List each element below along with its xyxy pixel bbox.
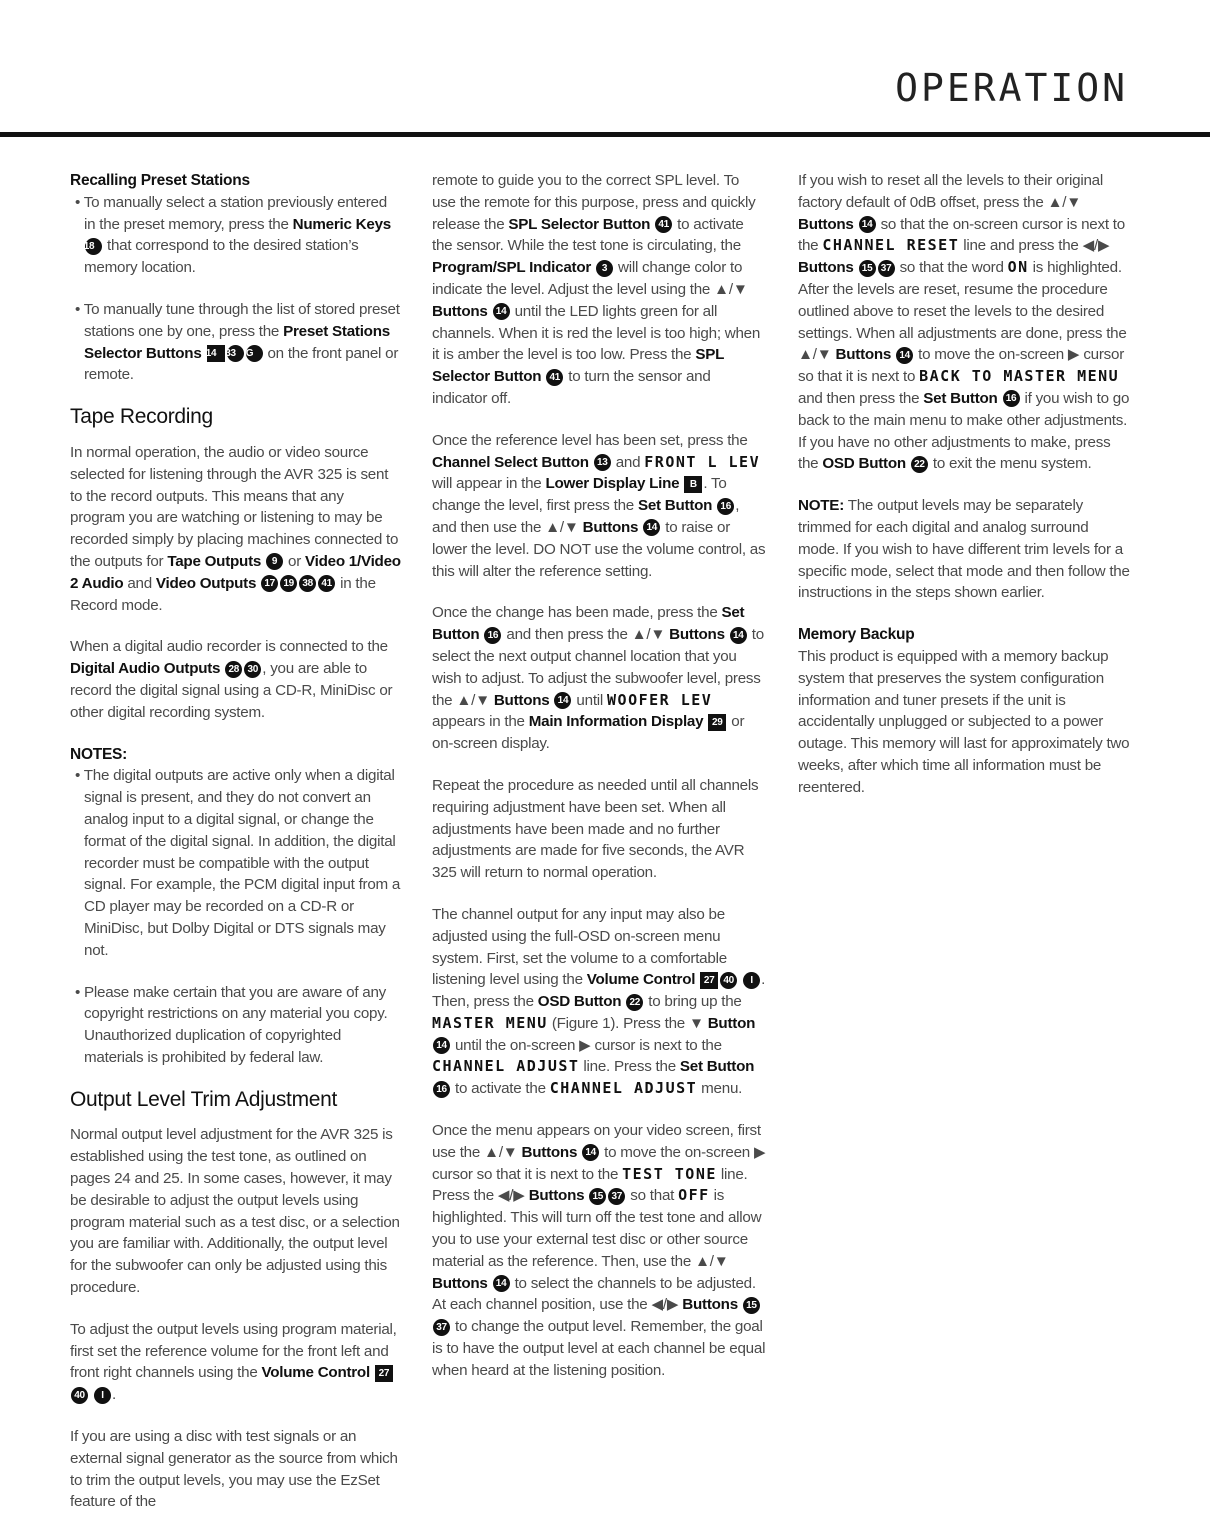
callout-number-icon: 40 xyxy=(71,1387,88,1404)
callout-number-icon: B xyxy=(684,476,702,493)
paragraph: To adjust the output levels using program material, first set the reference volume for the front left and front right channels using the Volume Control 2740 I . xyxy=(70,1320,397,1404)
callout-number-icon: 17 xyxy=(261,575,278,592)
callout-number-icon: 16 xyxy=(484,627,501,644)
callout-number-icon: 14 xyxy=(643,519,660,536)
callout-number-icon: 15 xyxy=(743,1297,760,1314)
subsection-heading: Memory Backup xyxy=(798,626,915,644)
paragraph: Repeat the procedure as needed until all channels requiring adjustment have been set. When all adjustments have been made and no further adjustments are made for five seconds, the AVR 325 will return to normal operation. xyxy=(432,776,759,882)
paragraph: • To manually select a station previously entered in the preset memory, press the Numeric Keys 18 that correspond to the desired station’s memory location. xyxy=(75,193,391,277)
callout-number-icon: 14 xyxy=(859,216,876,233)
paragraph: • The digital outputs are active only when a digital signal is present, and they do not convert an analog input to a digital signal, or change the format of the digital signal. In addition, the digital recorder must be compatible with the output signal. For example, the PCM digital input from a CD player may be recorded on a CD-R or MiniDisc, but Dolby Digital or DTS signals may not. xyxy=(75,767,401,959)
callout-number-icon: 14 xyxy=(730,627,747,644)
callout-number-icon: 14 xyxy=(582,1144,599,1161)
section-heading: Output Level Trim Adjustment xyxy=(70,1087,338,1111)
callout-number-icon: I xyxy=(743,972,760,989)
callout-number-icon: G xyxy=(246,345,263,362)
paragraph: • To manually tune through the list of stored preset stations one by one, press the Preset Stations Selector Buttons 14 33 G on the front panel or remote. xyxy=(75,300,400,384)
paragraph: In normal operation, the audio or video source selected for listening through the AVR 325 is sent to the record outputs. This means that any program you are watching or listening to may be recorded simply by placing machines connected to the outputs for Tape Outputs 9 or Video 1/Video 2 Audio and Video Outputs 17 19 38 41 in the Record mode. xyxy=(70,443,401,614)
callout-number-icon: 38 xyxy=(299,575,316,592)
subsection-heading: NOTES: xyxy=(70,745,128,763)
callout-number-icon: 14 xyxy=(493,1275,510,1292)
callout-number-icon: 37 xyxy=(608,1188,625,1205)
section-heading: Tape Recording xyxy=(70,405,213,429)
callout-number-icon: 14 xyxy=(207,345,225,362)
paragraph: remote to guide you to the correct SPL level. To use the remote for this purpose, press and quickly release the SPL Selector Button 41 to activate the sensor. While the test tone is circulating, the Program/SPL Indicator 3 will change color to indicate the level. Adjust the level using the ▲/▼ Buttons 14 until the LED lights green for all channels. When it is red the level is too high; when it is amber the level is too low. Press the SPL Selector Button 41 to turn the sensor and indicator off. xyxy=(432,172,761,407)
header-rule xyxy=(0,132,1210,137)
callout-number-icon: I xyxy=(94,1387,111,1404)
callout-number-icon: 30 xyxy=(244,661,261,678)
callout-number-icon: 15 xyxy=(589,1188,606,1205)
callout-number-icon: 14 xyxy=(896,347,913,364)
paragraph: This product is equipped with a memory backup system that preserves the system configuration information and tuner presets if the unit is accidentally unplugged or subjected to a power outage. This memory will last for approximately two weeks, after which time all information must be reentered. xyxy=(798,647,1130,796)
callout-number-icon: 27 xyxy=(375,1365,393,1382)
callout-number-icon: 13 xyxy=(594,454,611,471)
callout-number-icon: 16 xyxy=(433,1081,450,1098)
callout-number-icon: 40 xyxy=(720,972,737,989)
column-3 xyxy=(798,170,1132,819)
column-2 xyxy=(432,170,766,1402)
paragraph: NOTE: The output levels may be separately trimmed for each digital and analog surround mode. If you wish to have different trim levels for a specific mode, select that mode and then follow the instructions in the steps shown earlier. xyxy=(798,497,1130,602)
callout-number-icon: 22 xyxy=(626,994,643,1011)
paragraph: If you wish to reset all the levels to their original factory default of 0dB offset, press the ▲/▼ Buttons 14 so that the on-screen cursor is next to the CHANNEL RESET line and press the ◀/▶ Buttons 15 37 so that the word ON is highlighted. After the levels are reset, resume the procedure outlined above to reset the levels to the desired settings. When all adjustments are done, press the ▲/▼ Buttons 14 to move the on-screen ▶ cursor so that it is next to BACK TO MASTER MENU and then press the Set Button 16 if you wish to go back to the main menu to make other adjustments. If you have no other adjustments to make, press the OSD Button 22 to exit the menu system. xyxy=(798,172,1130,473)
callout-number-icon: 41 xyxy=(546,369,563,386)
callout-number-icon: 37 xyxy=(878,260,895,277)
paragraph: Once the menu appears on your video screen, first use the ▲/▼ Buttons 14 to move the on-screen ▶ cursor so that it is next to the TEST TONE line. Press the ◀/▶ Buttons 15 37 so that OFF is highlighted. This will turn off the test tone and allow you to use your external test disc or other source material as the reference. Then, use the ▲/▼ Buttons 14 to select the channels to be adjusted. At each channel position, use the ◀/▶ Buttons 1537 to change the output level. Remember, the goal is to have the output level at each channel be equal when heard at the listening position. xyxy=(432,1122,766,1379)
paragraph: The channel output for any input may also be adjusted using the full-OSD on-screen menu system. First, set the volume to a comfortable listening level using the Volume Control 27 40 I . Then, press the OSD Button 22 to bring up the MASTER MENU (Figure 1). Press the ▼ Button 14 until the on-screen ▶ cursor is next to the CHANNEL ADJUST line. Press the Set Button 16 to activate the CHANNEL ADJUST menu. xyxy=(432,905,766,1098)
callout-number-icon: 29 xyxy=(708,714,726,731)
paragraph: Once the reference level has been set, press the Channel Select Button 13 and FRONT L LEV will appear in the Lower Display Line B . To change the level, first press the Set Button 16 , and then use the ▲/▼ Buttons 14 to raise or lower the level. DO NOT use the volume control, as this will alter the reference setting. xyxy=(432,431,766,580)
callout-number-icon: 41 xyxy=(655,216,672,233)
callout-number-icon: 16 xyxy=(717,498,734,515)
subsection-heading: Recalling Preset Stations xyxy=(70,172,250,189)
callout-number-icon: 16 xyxy=(1003,390,1020,407)
callout-number-icon: 18 xyxy=(85,238,102,255)
callout-number-icon: 22 xyxy=(911,456,928,473)
callout-number-icon: 9 xyxy=(266,553,283,570)
paragraph: Once the change has been made, press the Set Button 16 and then press the ▲/▼ Buttons 14 to select the next output channel location that you wish to adjust. To adjust the subwoofer level, press the ▲/▼ Buttons 14 until WOOFER LEV appears in the Main Information Display 29 or on-screen display. xyxy=(432,604,764,753)
paragraph: Normal output level adjustment for the AVR 325 is established using the test tone, as outlined on pages 24 and 25. In some cases, however, it may be desirable to adjust the output levels using program material such as a test disc, or a selection you are familiar with. Additionally, the output level for the subwoofer can only be adjusted using this procedure. xyxy=(70,1126,400,1297)
paragraph: When a digital audio recorder is connected to the Digital Audio Outputs 28 30 , you are able to record the digital signal using a CD-R, MiniDisc or other digital recording system. xyxy=(70,638,393,721)
callout-number-icon: 28 xyxy=(225,661,242,678)
paragraph: If you are using a disc with test signals or an external signal generator as the source from which to trim the output levels, you may use the EzSet feature of the xyxy=(70,1428,398,1511)
callout-number-icon: 19 xyxy=(280,575,297,592)
callout-number-icon: 41 xyxy=(318,575,335,592)
callout-number-icon: 14 xyxy=(493,303,510,320)
callout-number-icon: 14 xyxy=(433,1037,450,1054)
callout-number-icon: 37 xyxy=(433,1319,450,1336)
callout-number-icon: 14 xyxy=(554,692,571,709)
callout-number-icon: 27 xyxy=(700,972,718,989)
column-1 xyxy=(70,170,402,1533)
paragraph: • Please make certain that you are aware of any copyright restrictions on any material you copy. Unauthorized duplication of copyrighted materials is prohibited by federal law. xyxy=(75,983,388,1066)
callout-number-icon: 33 xyxy=(227,345,244,362)
page-title: OPERATION xyxy=(895,66,1128,110)
callout-number-icon: 3 xyxy=(596,260,613,277)
callout-number-icon: 15 xyxy=(859,260,876,277)
